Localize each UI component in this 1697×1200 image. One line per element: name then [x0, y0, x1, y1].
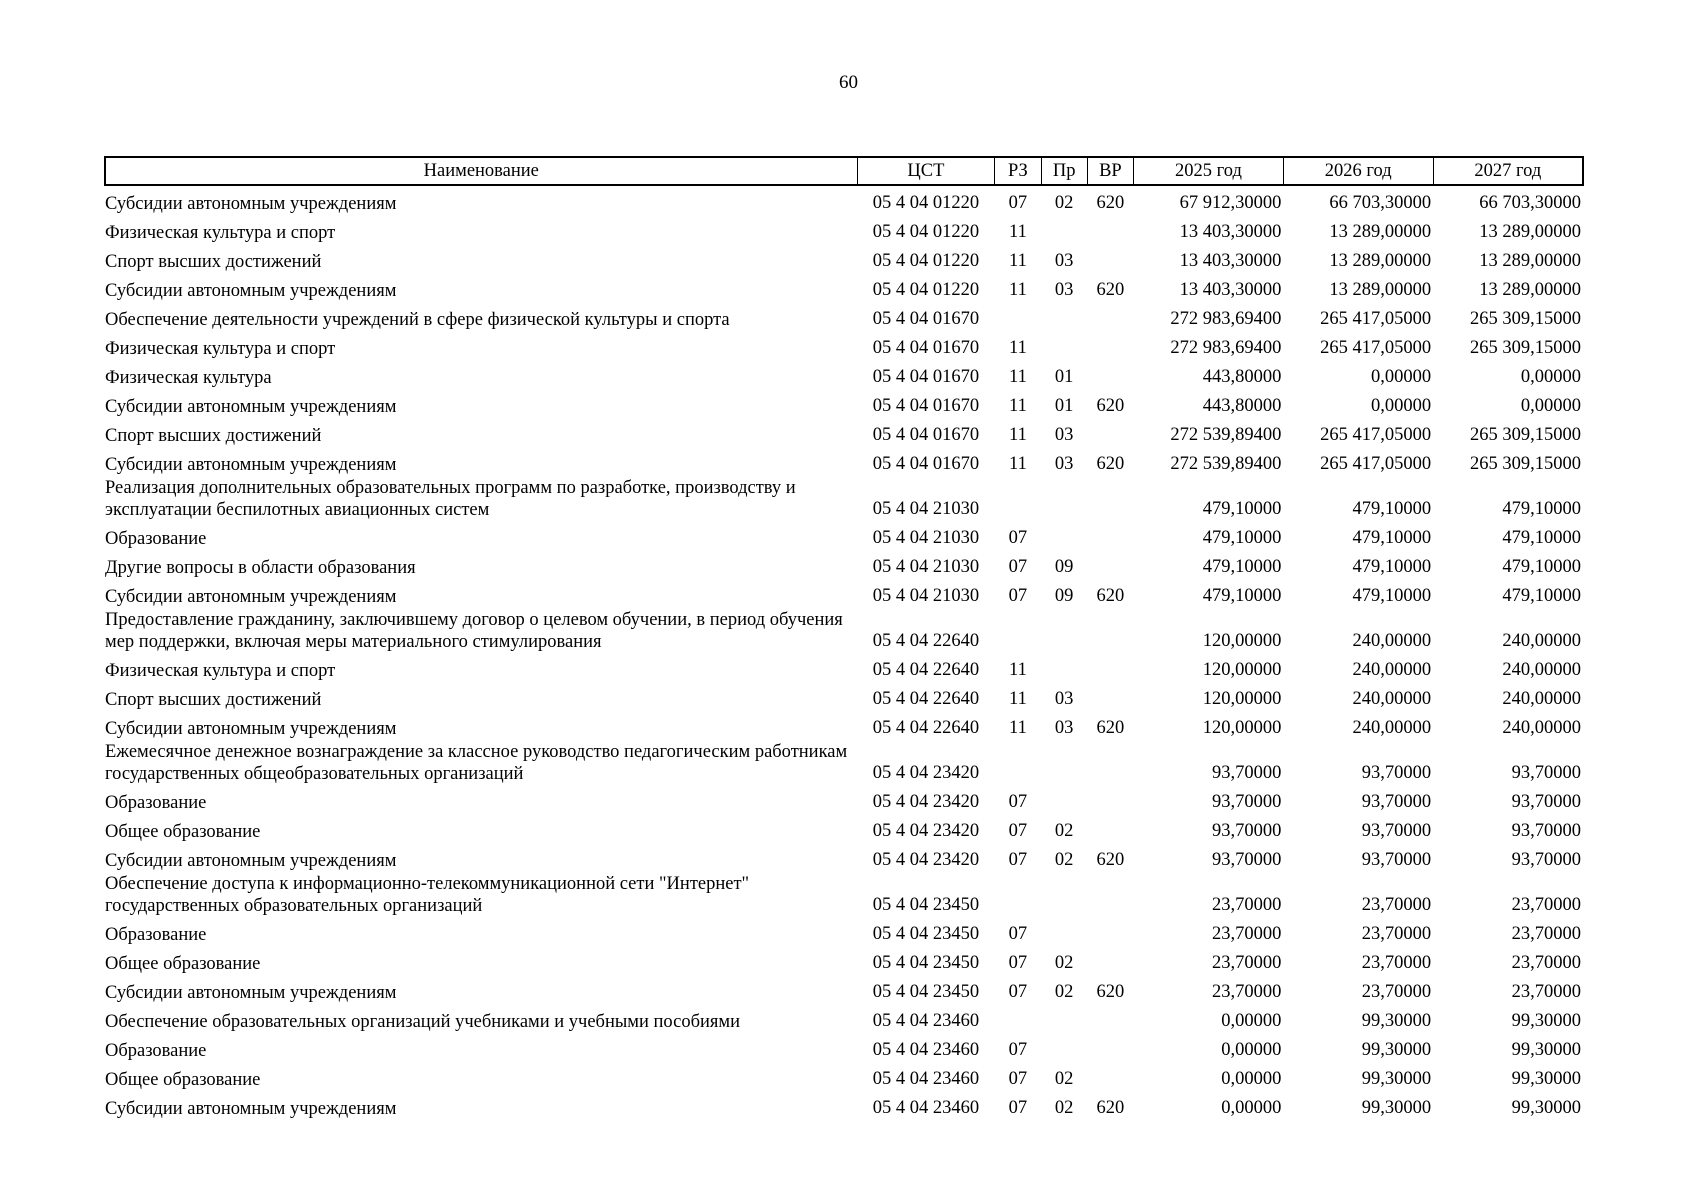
row-value-2027: 93,70000 — [1511, 850, 1581, 870]
row-value-2027: 93,70000 — [1511, 821, 1581, 841]
row-pr: 02 — [1054, 193, 1074, 213]
row-value-2026: 265 417,05000 — [1320, 309, 1432, 329]
row-name: Образование — [105, 793, 207, 813]
row-pr — [1041, 917, 1087, 946]
row-cst: 05 4 04 23450 — [872, 895, 980, 915]
row-value-2025: 23,70000 — [1211, 924, 1282, 944]
row-rz: 07 — [1008, 982, 1028, 1002]
row-vr — [1087, 946, 1133, 975]
row-rz: 07 — [1008, 850, 1028, 870]
header-pr: Пр — [1041, 157, 1087, 185]
row-pr — [1041, 785, 1087, 814]
table-row — [105, 447, 1583, 476]
row-rz — [995, 302, 1041, 331]
row-rz: 07 — [1008, 924, 1028, 944]
row-value-2027: 240,00000 — [1502, 631, 1581, 651]
row-value-2026: 240,00000 — [1352, 689, 1432, 709]
row-value-2027: 23,70000 — [1511, 895, 1581, 915]
row-pr: 09 — [1054, 557, 1074, 577]
row-value-2027: 265 309,15000 — [1470, 338, 1581, 358]
row-value-2025: 13 403,30000 — [1179, 251, 1282, 271]
row-name: Физическая культура и спорт — [105, 339, 336, 359]
row-value-2027: 23,70000 — [1511, 924, 1581, 944]
row-value-2026: 13 289,00000 — [1329, 251, 1432, 271]
table-row — [105, 1033, 1583, 1062]
row-cst: 05 4 04 01220 — [872, 222, 980, 242]
row-value-2025: 120,00000 — [1202, 689, 1282, 709]
table-row — [105, 360, 1583, 389]
row-name: Субсидии автономным учреждениям — [105, 851, 397, 871]
row-value-2027: 99,30000 — [1511, 1011, 1581, 1031]
row-cst: 05 4 04 22640 — [872, 718, 980, 738]
header-name: Наименование — [105, 157, 857, 185]
row-value-2026: 479,10000 — [1352, 499, 1432, 519]
row-vr — [1087, 331, 1133, 360]
table-row — [105, 946, 1583, 975]
row-name: Субсидии автономным учреждениям — [105, 194, 397, 214]
header-2026: 2026 год — [1283, 157, 1433, 185]
row-value-2027: 0,00000 — [1520, 367, 1581, 387]
row-value-2026: 265 417,05000 — [1320, 454, 1432, 474]
row-name: Спорт высших достижений — [105, 426, 322, 446]
row-name: Физическая культура — [105, 368, 272, 388]
header-2025: 2025 год — [1134, 157, 1284, 185]
row-rz — [995, 872, 1041, 917]
row-value-2027: 479,10000 — [1502, 528, 1581, 548]
row-pr — [1041, 653, 1087, 682]
row-name: Обеспечение доступа к информационно-телекоммуникационной сети "Интернет" государственных образовательных организаций — [105, 874, 750, 916]
table-header — [105, 157, 1583, 185]
row-value-2026: 23,70000 — [1361, 982, 1432, 1002]
row-value-2026: 99,30000 — [1361, 1011, 1432, 1031]
row-name: Обеспечение деятельности учреждений в сфере физической культуры и спорта — [105, 310, 730, 330]
table-row — [105, 740, 1583, 785]
row-value-2025: 67 912,30000 — [1179, 193, 1282, 213]
row-value-2026: 265 417,05000 — [1320, 425, 1432, 445]
row-pr: 03 — [1054, 718, 1074, 738]
table-row — [105, 814, 1583, 843]
row-cst: 05 4 04 01220 — [872, 193, 980, 213]
row-cst: 05 4 04 01220 — [872, 251, 980, 271]
row-value-2026: 99,30000 — [1361, 1098, 1432, 1118]
row-value-2026: 240,00000 — [1352, 718, 1432, 738]
row-rz: 11 — [1009, 222, 1027, 242]
row-cst: 05 4 04 01670 — [872, 338, 980, 358]
row-cst: 05 4 04 21030 — [872, 586, 980, 606]
row-name: Субсидии автономным учреждениям — [105, 719, 397, 739]
row-value-2027: 23,70000 — [1511, 982, 1581, 1002]
table-row — [105, 917, 1583, 946]
row-value-2026: 479,10000 — [1352, 557, 1432, 577]
row-vr — [1087, 785, 1133, 814]
row-pr — [1041, 476, 1087, 521]
row-value-2025: 13 403,30000 — [1179, 280, 1282, 300]
row-pr: 03 — [1054, 425, 1074, 445]
table-row — [105, 302, 1583, 331]
row-pr: 03 — [1054, 251, 1074, 271]
page-number: 60 — [839, 72, 858, 93]
table-row — [105, 1091, 1583, 1120]
row-value-2025: 23,70000 — [1211, 982, 1282, 1002]
row-cst: 05 4 04 22640 — [872, 631, 980, 651]
row-name: Образование — [105, 529, 207, 549]
row-value-2027: 99,30000 — [1511, 1098, 1581, 1118]
row-rz: 11 — [1009, 660, 1027, 680]
row-vr — [1087, 244, 1133, 273]
row-cst: 05 4 04 01670 — [872, 396, 980, 416]
row-value-2025: 443,80000 — [1202, 367, 1282, 387]
row-rz: 07 — [1008, 1098, 1028, 1118]
row-vr — [1087, 476, 1133, 521]
row-value-2026: 93,70000 — [1361, 821, 1432, 841]
table-row — [105, 975, 1583, 1004]
row-value-2025: 479,10000 — [1202, 528, 1282, 548]
row-rz: 11 — [1009, 280, 1027, 300]
row-vr: 620 — [1096, 396, 1125, 416]
row-vr: 620 — [1096, 982, 1125, 1002]
row-value-2027: 240,00000 — [1502, 660, 1581, 680]
table-row — [105, 1004, 1583, 1033]
header-vr: ВР — [1087, 157, 1133, 185]
row-pr: 03 — [1054, 689, 1074, 709]
header-rz: РЗ — [995, 157, 1041, 185]
row-rz: 11 — [1009, 454, 1027, 474]
row-pr: 02 — [1054, 1069, 1074, 1089]
row-cst: 05 4 04 01670 — [872, 367, 980, 387]
row-name: Реализация дополнительных образовательных программ по разработке, производству и эксплуатации беспилотных авиационных систем — [105, 478, 796, 520]
row-vr — [1087, 1062, 1133, 1091]
row-value-2027: 93,70000 — [1511, 763, 1581, 783]
row-value-2027: 265 309,15000 — [1470, 309, 1581, 329]
row-pr: 09 — [1054, 586, 1074, 606]
table-row — [105, 389, 1583, 418]
row-value-2027: 66 703,30000 — [1479, 193, 1581, 213]
row-value-2026: 99,30000 — [1361, 1040, 1432, 1060]
table-row — [105, 1062, 1583, 1091]
row-cst: 05 4 04 23460 — [872, 1040, 980, 1060]
row-value-2026: 23,70000 — [1361, 924, 1432, 944]
row-value-2026: 23,70000 — [1361, 953, 1432, 973]
row-cst: 05 4 04 01670 — [872, 425, 980, 445]
row-vr: 620 — [1096, 586, 1125, 606]
row-vr — [1087, 1004, 1133, 1033]
row-cst: 05 4 04 01670 — [872, 309, 980, 329]
row-cst: 05 4 04 22640 — [872, 660, 980, 680]
row-value-2025: 23,70000 — [1211, 895, 1282, 915]
row-name: Субсидии автономным учреждениям — [105, 983, 397, 1003]
row-vr: 620 — [1096, 280, 1125, 300]
row-pr: 02 — [1054, 953, 1074, 973]
row-pr — [1041, 215, 1087, 244]
row-vr — [1087, 215, 1133, 244]
row-vr: 620 — [1096, 718, 1125, 738]
row-vr — [1087, 360, 1133, 389]
row-vr — [1087, 814, 1133, 843]
row-value-2025: 272 983,69400 — [1170, 309, 1282, 329]
row-value-2025: 0,00000 — [1221, 1098, 1282, 1118]
row-value-2026: 93,70000 — [1361, 850, 1432, 870]
row-vr — [1087, 872, 1133, 917]
row-name: Образование — [105, 1041, 207, 1061]
table-row — [105, 843, 1583, 872]
row-vr: 620 — [1096, 850, 1125, 870]
row-cst: 05 4 04 23460 — [872, 1098, 980, 1118]
row-value-2026: 66 703,30000 — [1329, 193, 1432, 213]
row-value-2027: 479,10000 — [1502, 586, 1581, 606]
table-row — [105, 476, 1583, 521]
row-rz — [995, 1004, 1041, 1033]
table-row — [105, 215, 1583, 244]
row-name: Физическая культура и спорт — [105, 223, 336, 243]
row-value-2027: 13 289,00000 — [1479, 222, 1581, 242]
row-value-2025: 93,70000 — [1211, 850, 1282, 870]
row-rz: 11 — [1009, 689, 1027, 709]
row-value-2026: 0,00000 — [1371, 396, 1432, 416]
row-value-2026: 479,10000 — [1352, 528, 1432, 548]
row-value-2027: 99,30000 — [1511, 1069, 1581, 1089]
row-pr — [1041, 1033, 1087, 1062]
row-value-2026: 13 289,00000 — [1329, 222, 1432, 242]
row-vr — [1087, 740, 1133, 785]
row-value-2027: 13 289,00000 — [1479, 251, 1581, 271]
row-rz: 07 — [1008, 1040, 1028, 1060]
row-pr — [1041, 608, 1087, 653]
row-pr: 03 — [1054, 280, 1074, 300]
row-pr — [1041, 302, 1087, 331]
row-value-2025: 272 539,89400 — [1170, 454, 1282, 474]
row-rz: 07 — [1008, 792, 1028, 812]
row-vr — [1087, 550, 1133, 579]
row-value-2025: 93,70000 — [1211, 792, 1282, 812]
row-name: Предоставление гражданину, заключившему договор о целевом обучении, в период обучения мер поддержки, включая меры материального стимулирования — [105, 610, 843, 652]
row-pr: 02 — [1054, 1098, 1074, 1118]
table-row — [105, 872, 1583, 917]
row-cst: 05 4 04 23450 — [872, 982, 980, 1002]
row-value-2025: 479,10000 — [1202, 586, 1282, 606]
row-vr — [1087, 1033, 1133, 1062]
row-pr: 01 — [1054, 367, 1074, 387]
row-cst: 05 4 04 23420 — [872, 850, 980, 870]
row-vr — [1087, 682, 1133, 711]
row-name: Общее образование — [105, 1070, 261, 1090]
header-cst: ЦСТ — [857, 157, 995, 185]
table-row — [105, 185, 1583, 215]
row-rz: 07 — [1008, 193, 1028, 213]
row-pr — [1041, 1004, 1087, 1033]
row-value-2026: 99,30000 — [1361, 1069, 1432, 1089]
row-value-2027: 99,30000 — [1511, 1040, 1581, 1060]
row-value-2025: 93,70000 — [1211, 821, 1282, 841]
row-rz: 11 — [1009, 367, 1027, 387]
row-cst: 05 4 04 23460 — [872, 1011, 980, 1031]
row-cst: 05 4 04 23420 — [872, 792, 980, 812]
row-rz — [995, 740, 1041, 785]
row-value-2025: 479,10000 — [1202, 499, 1282, 519]
row-cst: 05 4 04 01670 — [872, 454, 980, 474]
table-row — [105, 550, 1583, 579]
row-value-2025: 93,70000 — [1211, 763, 1282, 783]
row-name: Обеспечение образовательных организаций учебниками и учебными пособиями — [105, 1012, 741, 1032]
row-value-2025: 120,00000 — [1202, 631, 1282, 651]
row-value-2025: 0,00000 — [1221, 1040, 1282, 1060]
row-value-2025: 272 539,89400 — [1170, 425, 1282, 445]
row-name: Общее образование — [105, 954, 261, 974]
row-value-2025: 23,70000 — [1211, 953, 1282, 973]
row-cst: 05 4 04 01220 — [872, 280, 980, 300]
row-name: Субсидии автономным учреждениям — [105, 455, 397, 475]
row-value-2027: 240,00000 — [1502, 718, 1581, 738]
row-value-2026: 0,00000 — [1371, 367, 1432, 387]
row-cst: 05 4 04 23450 — [872, 953, 980, 973]
row-cst: 05 4 04 23420 — [872, 763, 980, 783]
row-name: Образование — [105, 925, 207, 945]
row-value-2027: 0,00000 — [1520, 396, 1581, 416]
row-vr — [1087, 653, 1133, 682]
row-value-2026: 240,00000 — [1352, 631, 1432, 651]
row-rz: 11 — [1009, 396, 1027, 416]
row-rz — [995, 476, 1041, 521]
row-value-2026: 93,70000 — [1361, 792, 1432, 812]
row-pr: 02 — [1054, 850, 1074, 870]
row-cst: 05 4 04 23450 — [872, 924, 980, 944]
row-name: Субсидии автономным учреждениям — [105, 281, 397, 301]
table-body — [105, 185, 1583, 1120]
row-vr — [1087, 302, 1133, 331]
row-rz: 11 — [1009, 425, 1027, 445]
row-value-2025: 0,00000 — [1221, 1069, 1282, 1089]
row-vr: 620 — [1096, 454, 1125, 474]
row-rz: 07 — [1008, 528, 1028, 548]
row-rz: 07 — [1008, 821, 1028, 841]
row-name: Субсидии автономным учреждениям — [105, 1099, 397, 1119]
row-value-2025: 120,00000 — [1202, 660, 1282, 680]
row-name: Физическая культура и спорт — [105, 661, 336, 681]
row-rz: 07 — [1008, 1069, 1028, 1089]
row-value-2025: 13 403,30000 — [1179, 222, 1282, 242]
row-cst: 05 4 04 23420 — [872, 821, 980, 841]
row-pr: 02 — [1054, 821, 1074, 841]
table-row — [105, 418, 1583, 447]
row-value-2025: 272 983,69400 — [1170, 338, 1282, 358]
row-pr — [1041, 740, 1087, 785]
row-vr: 620 — [1096, 1098, 1125, 1118]
row-cst: 05 4 04 21030 — [872, 528, 980, 548]
table-row — [105, 244, 1583, 273]
row-value-2027: 265 309,15000 — [1470, 425, 1581, 445]
table-row — [105, 682, 1583, 711]
row-pr: 02 — [1054, 982, 1074, 1002]
row-rz: 11 — [1009, 338, 1027, 358]
row-value-2027: 23,70000 — [1511, 953, 1581, 973]
table-row — [105, 521, 1583, 550]
row-rz: 11 — [1009, 718, 1027, 738]
row-name: Спорт высших достижений — [105, 252, 322, 272]
row-value-2026: 13 289,00000 — [1329, 280, 1432, 300]
row-rz: 11 — [1009, 251, 1027, 271]
row-name: Общее образование — [105, 822, 261, 842]
table-row — [105, 653, 1583, 682]
row-cst: 05 4 04 23460 — [872, 1069, 980, 1089]
row-pr: 01 — [1054, 396, 1074, 416]
table-row — [105, 579, 1583, 608]
row-pr — [1041, 872, 1087, 917]
row-value-2027: 479,10000 — [1502, 499, 1581, 519]
row-vr: 620 — [1096, 193, 1125, 213]
row-value-2026: 240,00000 — [1352, 660, 1432, 680]
row-value-2026: 23,70000 — [1361, 895, 1432, 915]
row-vr — [1087, 418, 1133, 447]
row-name: Субсидии автономным учреждениям — [105, 397, 397, 417]
table-row — [105, 608, 1583, 653]
row-name: Спорт высших достижений — [105, 690, 322, 710]
row-vr — [1087, 521, 1133, 550]
budget-table — [104, 156, 1584, 1120]
row-pr: 03 — [1054, 454, 1074, 474]
row-rz: 07 — [1008, 953, 1028, 973]
row-name: Другие вопросы в области образования — [105, 558, 416, 578]
row-name: Ежемесячное денежное вознаграждение за классное руководство педагогическим работникам государственных общеобразовательных организаций — [105, 742, 848, 784]
row-value-2027: 93,70000 — [1511, 792, 1581, 812]
row-cst: 05 4 04 21030 — [872, 557, 980, 577]
row-pr — [1041, 521, 1087, 550]
row-rz — [995, 608, 1041, 653]
row-value-2027: 265 309,15000 — [1470, 454, 1581, 474]
row-value-2025: 443,80000 — [1202, 396, 1282, 416]
row-value-2027: 13 289,00000 — [1479, 280, 1581, 300]
row-name: Субсидии автономным учреждениям — [105, 587, 397, 607]
table-row — [105, 331, 1583, 360]
row-value-2025: 0,00000 — [1221, 1011, 1282, 1031]
row-value-2026: 93,70000 — [1361, 763, 1432, 783]
row-value-2027: 240,00000 — [1502, 689, 1581, 709]
row-value-2026: 479,10000 — [1352, 586, 1432, 606]
row-value-2025: 120,00000 — [1202, 718, 1282, 738]
row-value-2026: 265 417,05000 — [1320, 338, 1432, 358]
table-row — [105, 785, 1583, 814]
row-vr — [1087, 608, 1133, 653]
table-row — [105, 711, 1583, 740]
row-pr — [1041, 331, 1087, 360]
row-cst: 05 4 04 21030 — [872, 499, 980, 519]
row-cst: 05 4 04 22640 — [872, 689, 980, 709]
table-row — [105, 273, 1583, 302]
row-rz: 07 — [1008, 586, 1028, 606]
row-rz: 07 — [1008, 557, 1028, 577]
row-vr — [1087, 917, 1133, 946]
row-value-2027: 479,10000 — [1502, 557, 1581, 577]
row-value-2025: 479,10000 — [1202, 557, 1282, 577]
header-2027: 2027 год — [1433, 157, 1583, 185]
